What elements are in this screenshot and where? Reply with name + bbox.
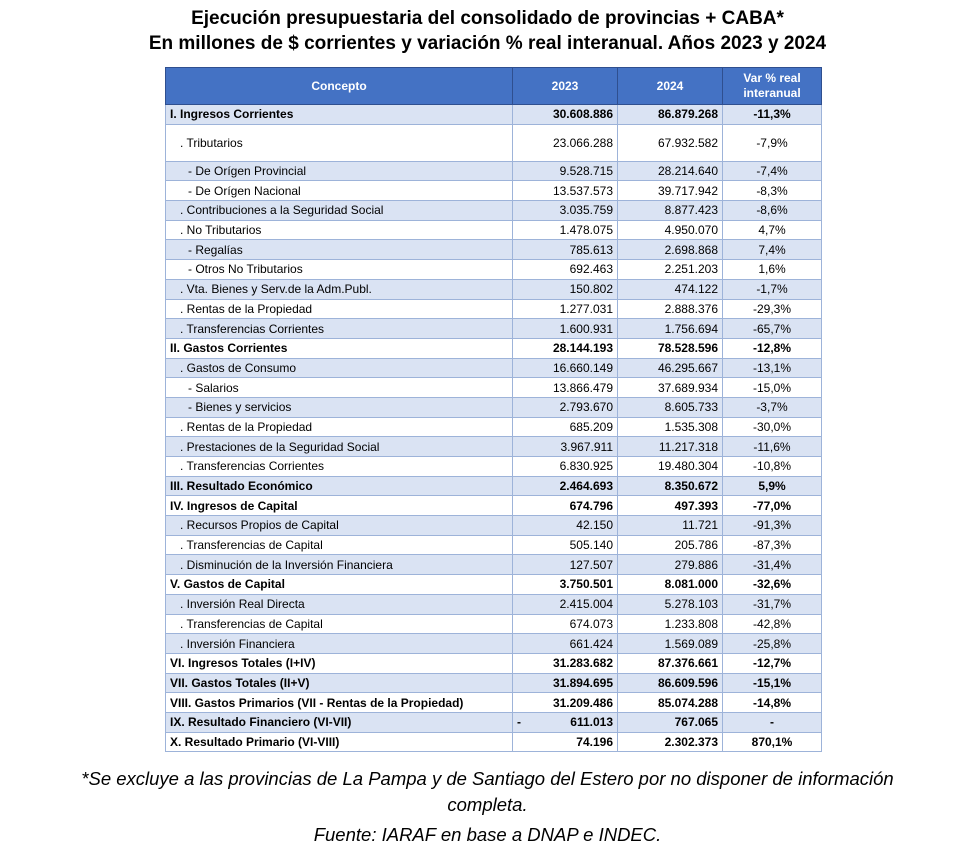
table-row: . Disminución de la Inversión Financiera 127.507 279.886 -31,4% <box>166 555 822 575</box>
table-row: . Transferencias Corrientes 6.830.925 19.480.304 -10,8% <box>166 457 822 477</box>
table-row: X. Resultado Primario (VI-VIII) 74.196 2.302.373 870,1% <box>166 732 822 752</box>
table-row: . Gastos de Consumo 16.660.149 46.295.667 -13,1% <box>166 358 822 378</box>
header-var: Var % real interanual <box>723 68 822 105</box>
table-row: . Vta. Bienes y Serv.de la Adm.Publ. 150.802 474.122 -1,7% <box>166 279 822 299</box>
table-row: . Inversión Real Directa 2.415.004 5.278.103 -31,7% <box>166 594 822 614</box>
table-row: VI. Ingresos Totales (I+IV) 31.283.682 87.376.661 -12,7% <box>166 653 822 673</box>
table-row: - Salarios 13.866.479 37.689.934 -15,0% <box>166 378 822 398</box>
table-row: - Otros No Tributarios 692.463 2.251.203 1,6% <box>166 260 822 280</box>
table-row: IX. Resultado Financiero (VI-VII) - 611.013 767.065 - <box>166 712 822 732</box>
table-row: . Inversión Financiera 661.424 1.569.089 -25,8% <box>166 634 822 654</box>
table-row: V. Gastos de Capital 3.750.501 8.081.000 -32,6% <box>166 575 822 595</box>
table-row: . Prestaciones de la Seguridad Social 3.967.911 11.217.318 -11,6% <box>166 437 822 457</box>
table-row: . Tributarios 23.066.288 67.932.582 -7,9% <box>166 124 822 161</box>
budget-table <box>165 67 822 752</box>
table-row: . Rentas de la Propiedad 1.277.031 2.888.376 -29,3% <box>166 299 822 319</box>
table-row: . Transferencias Corrientes 1.600.931 1.756.694 -65,7% <box>166 319 822 339</box>
source-note: Fuente: IARAF en base a DNAP e INDEC. <box>313 824 662 845</box>
header-concepto: Concepto <box>166 68 513 105</box>
table-row: . Transferencias de Capital 505.140 205.786 -87,3% <box>166 535 822 555</box>
negative-sign: - <box>517 715 521 730</box>
table-row: III. Resultado Económico 2.464.693 8.350.672 5,9% <box>166 476 822 496</box>
table-subtitle: En millones de $ corrientes y variación % real interanual. Años 2023 y 2024 <box>148 33 827 54</box>
table-row: VII. Gastos Totales (II+V) 31.894.695 86.609.596 -15,1% <box>166 673 822 693</box>
table-row: IV. Ingresos de Capital 674.796 497.393 -77,0% <box>166 496 822 516</box>
table-row: . Contribuciones a la Seguridad Social 3.035.759 8.877.423 -8,6% <box>166 201 822 221</box>
footnote: *Se excluye a las provincias de La Pampa y de Santiago del Estero por no disponer de información <box>81 768 894 789</box>
header-2023: 2023 <box>513 68 618 105</box>
table-row: VIII. Gastos Primarios (VII - Rentas de la Propiedad) 31.209.486 85.074.288 -14,8% <box>166 693 822 713</box>
table-row: . Rentas de la Propiedad 685.209 1.535.308 -30,0% <box>166 417 822 437</box>
table-row: I. Ingresos Corrientes 30.608.886 86.879.268 -11,3% <box>166 105 822 125</box>
table-title: Ejecución presupuestaria del consolidado de provincias + CABA* <box>191 8 784 29</box>
table-row: II. Gastos Corrientes 28.144.193 78.528.596 -12,8% <box>166 338 822 358</box>
header-2024: 2024 <box>618 68 723 105</box>
table-row: - Bienes y servicios 2.793.670 8.605.733 -3,7% <box>166 397 822 417</box>
table-row: - De Orígen Provincial 9.528.715 28.214.640 -7,4% <box>166 161 822 181</box>
table-row: . No Tributarios 1.478.075 4.950.070 4,7% <box>166 220 822 240</box>
table-row: - Regalías 785.613 2.698.868 7,4% <box>166 240 822 260</box>
footnote-continued: completa. <box>447 794 528 815</box>
table-row: - De Orígen Nacional 13.537.573 39.717.942 -8,3% <box>166 181 822 201</box>
table-row: . Transferencias de Capital 674.073 1.233.808 -42,8% <box>166 614 822 634</box>
table-row: . Recursos Propios de Capital 42.150 11.721 -91,3% <box>166 516 822 536</box>
